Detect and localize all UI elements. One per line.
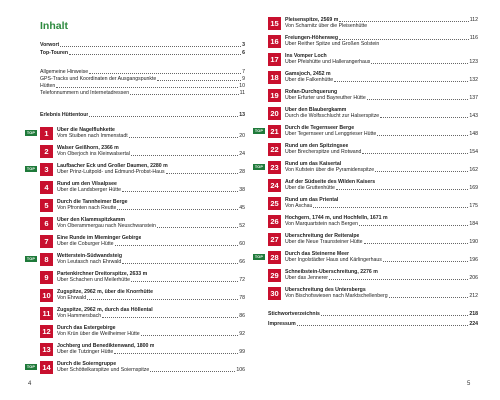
route-number: 24 [268,179,281,192]
route-subtitle: Über Pfeishütte und Hallerangerhaus [285,59,371,65]
route-subtitle-line [57,295,245,301]
top-tour-badge: TOP [254,255,264,259]
route-subtitle-line [285,41,478,47]
route-number: 8 [40,253,53,266]
route-title: Laufbacher Eck und Großer Daumen, 2280 m [57,163,168,169]
leader-dots [157,80,241,81]
route-subtitle-line [57,241,245,247]
toc-entry-label: Stichwortverzeichnis [268,311,320,317]
route-subtitle: Über Ingolstädter Haus und Kärlingerhaus [285,257,382,263]
route-subtitle: Über Reither Spitze und Großen Solstein [285,41,380,47]
leader-dots [377,135,468,136]
route-subtitle-line [285,77,478,83]
route-subtitle: Über die Gruttenhütte [285,185,335,191]
route-subtitle: Über Prinz-Luitpold- und Edmund-Probst-Haus [57,169,165,175]
route-title: Hochgern, 1744 m, und Hochfelln, 1671 m [285,215,388,221]
route-title: Überschreitung der Reiteralpe [285,233,360,239]
toc-entry[interactable] [40,90,245,96]
route-subtitle: Über die Tutzinger Hütte [57,349,114,355]
leader-dots [383,261,468,262]
route-subtitle: Von Aschau [285,203,313,209]
route-title: Rund um das Kaisertal [285,161,342,167]
leader-dots [389,297,469,298]
toc-entry[interactable] [40,112,245,118]
leader-dots [89,116,238,117]
route-page: 24 [239,151,245,157]
leader-dots [380,117,468,118]
toc-entry[interactable] [268,311,478,317]
route-subtitle-line [57,169,245,175]
route-subtitle: Über Erfurter und Bayreuther Hütte [285,95,366,101]
route-subtitle-line [285,59,478,65]
top-tour-badge: TOP [26,365,36,369]
leader-dots [364,243,469,244]
toc-entry-page: 13 [239,112,245,118]
route-page: 86 [239,313,245,319]
route-number: 3 [40,163,53,176]
route-number: 22 [268,143,281,156]
route-subtitle-line [57,367,245,373]
route-page: 78 [239,295,245,301]
route-subtitle: Von Pfronten nach Reutte [57,205,117,211]
route-title: Wetterstein-Südwandsteig [57,253,123,259]
route-subtitle-line [285,221,478,227]
route-page: 148 [469,131,478,137]
route-subtitle-line [57,277,245,283]
route-title: Zugspitze, 2962 m, über die Knorrhütte [57,289,153,295]
toc-entry[interactable] [40,69,245,75]
route-subtitle-line [285,113,478,119]
route-number: 2 [40,145,53,158]
route-subtitle-line [57,223,245,229]
route-subtitle: Von Scharnitz über die Pleisenhütte [285,23,368,29]
leader-dots [359,225,468,226]
toc-entry-label: Impressum [268,321,296,327]
route-subtitle-line [285,95,478,101]
leader-dots [166,173,239,174]
leader-dots [313,207,468,208]
route-page: 116 [469,35,478,41]
toc-entry-label: Telefonnummern und Internetadressen [40,90,130,96]
leader-dots [375,171,468,172]
route-page: 184 [469,221,478,227]
leader-dots [339,21,468,22]
route-number: 17 [268,53,281,66]
route-subtitle-line [57,313,245,319]
route-number: 15 [268,17,281,30]
route-subtitle-line [57,133,245,139]
leader-dots [122,191,238,192]
route-subtitle-line [57,205,245,211]
leader-dots [87,299,238,300]
route-page: 72 [239,277,245,283]
route-title: Gamsjoch, 2452 m [285,71,331,77]
toc-entry[interactable] [40,50,245,56]
route-number: 11 [40,307,53,320]
leader-dots [367,99,469,100]
top-tour-badge: TOP [26,131,36,135]
leader-dots [321,315,468,316]
toc-entry-page: 6 [242,50,245,56]
route-subtitle: Von Oberammergau nach Neuschwanstein [57,223,156,229]
route-subtitle: Von Marquartstein nach Bergen [285,221,358,227]
toc-entry-page: 3 [242,42,245,48]
route-subtitle-line [285,257,478,263]
toc-entry-label: GPS-Tracks und Koordinaten der Ausgangspunkte [40,76,157,82]
route-subtitle-line [285,23,478,29]
route-subtitle: Über die Falkenhütte [285,77,334,83]
leader-dots [362,153,468,154]
leader-dots [122,263,238,264]
leader-dots [297,325,469,326]
route-title: Ins Vomper Loch [285,53,327,59]
route-subtitle: Von Leutasch nach Ehrwald [57,259,122,265]
leader-dots [102,317,238,318]
route-title: Freiungen-Höhenweg [285,35,339,41]
leader-dots [117,209,238,210]
route-title: Über den Klammspitzkamm [57,217,126,223]
route-page: 20 [239,133,245,139]
route-subtitle-line [57,187,245,193]
leader-dots [150,371,235,372]
route-subtitle-line [57,259,245,265]
route-title: Partenkirchner Dreitorspitze, 2633 m [57,271,148,277]
route-title: Jochberg und Benediktenwand, 1800 m [57,343,155,349]
leader-dots [131,281,238,282]
toc-entry-page: 218 [469,311,478,317]
page-title: Inhalt [40,20,68,32]
route-subtitle: Über Tegernseer und Lenggrieser Hütte [285,131,377,137]
route-page: 112 [469,17,478,23]
top-tour-badge: TOP [26,257,36,261]
route-subtitle-line [57,151,245,157]
route-title: Eine Runde im Mieminger Gebirge [57,235,142,241]
route-number: 23 [268,161,281,174]
route-number: 5 [40,199,53,212]
route-subtitle: Über die Neue Traunsteiner Hütte [285,239,363,245]
route-title: Überschreitung des Untersbergs [285,287,366,293]
top-tour-badge: TOP [254,165,264,169]
leader-dots [129,137,239,138]
route-subtitle: Über das Jennerer [285,275,328,281]
page-number-left: 4 [28,381,32,387]
route-page: 137 [469,95,478,101]
toc-entry-page: 7 [242,69,245,75]
route-subtitle-line [285,149,478,155]
route-subtitle-line [285,131,478,137]
route-title: Durch das Steinerne Meer [285,251,350,257]
leader-dots [69,54,241,55]
route-number: 19 [268,89,281,102]
toc-entry-label: Hütten [40,83,56,89]
route-number: 16 [268,35,281,48]
toc-entry-label: Erlebnis Hüttentour [40,112,89,118]
leader-dots [339,39,469,40]
route-page: 132 [469,77,478,83]
route-number: 4 [40,181,53,194]
route-subtitle-line [285,203,478,209]
route-subtitle: Über Schöttelkarspitze und Soiernspitze [57,367,150,373]
route-subtitle: Von Bischofswiesen nach Marktschellenberg [285,293,388,299]
route-title: Rund um den Spitzingsee [285,143,349,149]
route-page: 52 [239,223,245,229]
route-number: 21 [268,125,281,138]
leader-dots [56,87,238,88]
route-subtitle-line [285,275,478,281]
route-number: 20 [268,107,281,120]
route-subtitle: Über Schachen und Meilerhütte [57,277,130,283]
route-number: 10 [40,289,53,302]
leader-dots [131,155,238,156]
toc-entry-label: Top-Touren [40,50,69,56]
route-number: 1 [40,127,53,140]
leader-dots [115,245,239,246]
route-number: 7 [40,235,53,248]
leader-dots [334,81,468,82]
page-number-right: 5 [467,381,471,387]
toc-entry-page: 224 [469,321,478,327]
route-number: 25 [268,197,281,210]
route-title: Durch die Tegernseer Berge [285,125,355,131]
route-subtitle: Von Ehrwald [57,295,87,301]
route-subtitle: Über die Coburger Hütte [57,241,114,247]
route-number: 27 [268,233,281,246]
leader-dots [89,73,241,74]
route-number: 30 [268,287,281,300]
route-page: 175 [469,203,478,209]
route-number: 12 [40,325,53,338]
route-entry[interactable] [268,287,478,309]
route-title: Durch die Soierngruppe [57,361,117,367]
route-number: 26 [268,215,281,228]
route-title: Rofan-Durchquerung [285,89,338,95]
leader-dots [60,46,241,47]
route-page: 143 [469,113,478,119]
route-title: Rund um den Vilsalpsee [57,181,117,187]
route-page: 45 [239,205,245,211]
route-subtitle-line [285,185,478,191]
route-page: 92 [239,331,245,337]
route-title: Über die Nagelfluhkette [57,127,115,133]
leader-dots [141,335,239,336]
toc-entry[interactable] [40,83,245,89]
leader-dots [130,94,239,95]
route-subtitle-line [57,331,245,337]
route-subtitle: Von Hammersbach [57,313,102,319]
route-title: Durch die Tannheimer Berge [57,199,128,205]
leader-dots [114,353,238,354]
route-title: Zugspitze, 2962 m, durch das Höllental [57,307,153,313]
route-subtitle: Von Krün über die Weilheimer Hütte [57,331,140,337]
toc-entry-page: 9 [242,76,245,82]
route-entry[interactable] [26,361,245,383]
route-number: 6 [40,217,53,230]
route-title: Auf der Südseite des Wilden Kaisers [285,179,376,185]
route-subtitle: Von Oberjoch ins Kleinwalsertal [57,151,130,157]
leader-dots [371,63,468,64]
leader-dots [336,189,468,190]
route-subtitle: Vom Stuiben nach Immenstadt [57,133,128,139]
route-page: 28 [239,169,245,175]
toc-entry-label: Vorwort [40,42,60,48]
route-number: 13 [40,343,53,356]
route-subtitle-line [285,239,478,245]
route-page: 123 [469,59,478,65]
route-title: Rund um das Priental [285,197,339,203]
toc-entry-page: 10 [239,83,245,89]
route-subtitle: Über die Landsberger Hütte [57,187,122,193]
route-number: 29 [268,269,281,282]
route-title: Über den Blaubergkamm [285,107,347,113]
route-number: 18 [268,71,281,84]
top-tour-badge: TOP [254,129,264,133]
route-number: 9 [40,271,53,284]
route-page: 38 [239,187,245,193]
route-page: 190 [469,239,478,245]
toc-entry[interactable] [268,321,478,327]
route-page: 212 [469,293,478,299]
top-tour-badge: TOP [26,167,36,171]
route-page: 154 [469,149,478,155]
toc-entry-label: Allgemeine Hinweise [40,69,89,75]
leader-dots [157,227,238,228]
route-page: 66 [239,259,245,265]
toc-entry[interactable] [40,76,245,82]
route-title: Schneibstein-Überschreitung, 2276 m [285,269,378,275]
toc-entry[interactable] [40,42,245,48]
route-page: 106 [236,367,245,373]
route-number: 28 [268,251,281,264]
route-page: 60 [239,241,245,247]
route-number: 14 [40,361,53,374]
route-title: Walser Geißhorn, 2366 m [57,145,119,151]
route-title: Durch das Estergebirge [57,325,116,331]
leader-dots [329,279,468,280]
route-page: 169 [469,185,478,191]
route-subtitle-line [285,167,478,173]
route-subtitle-line [285,293,478,299]
route-subtitle: Von Kufstein über die Pyramidenspitze [285,167,375,173]
route-page: 162 [469,167,478,173]
toc-entry-page: 11 [239,90,245,96]
route-subtitle-line [57,349,245,355]
route-page: 99 [239,349,245,355]
route-subtitle: Durch die Wolfsschlucht zur Halserspitze [285,113,380,119]
route-page: 196 [469,257,478,263]
route-page: 206 [469,275,478,281]
route-subtitle: Über Brecherspitze und Rotwand [285,149,362,155]
route-title: Pleisenspitze, 2569 m [285,17,339,23]
